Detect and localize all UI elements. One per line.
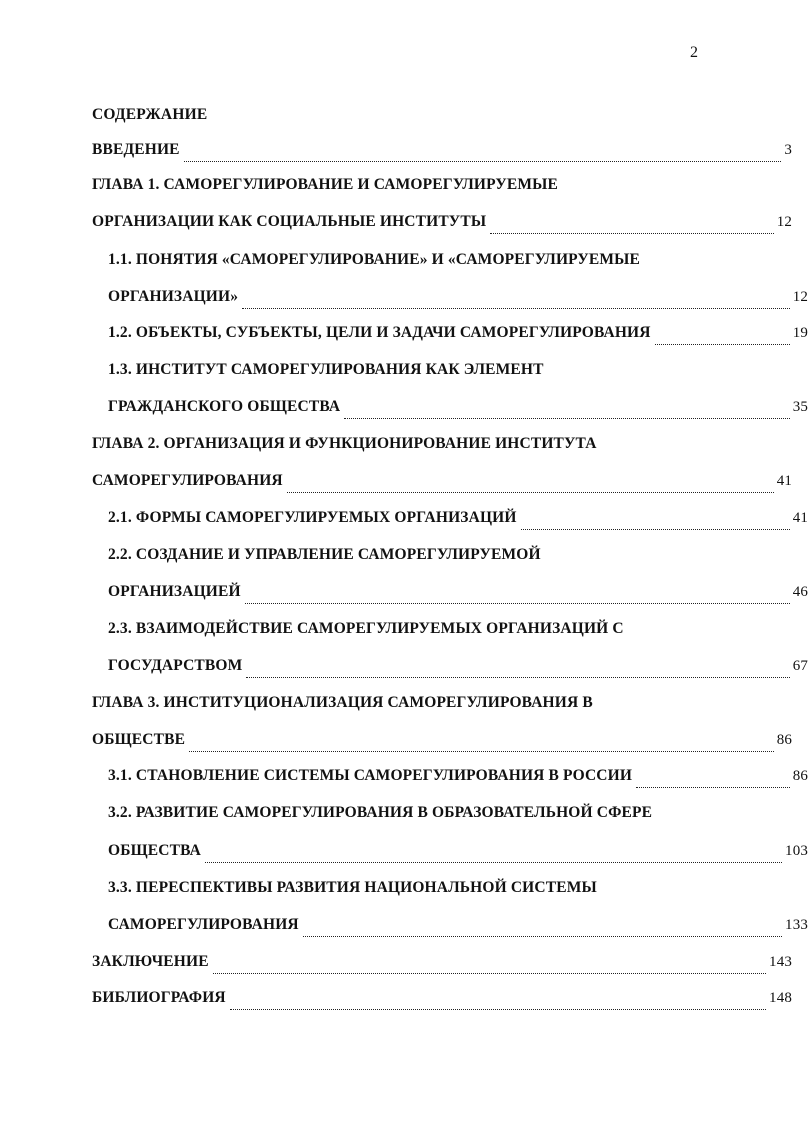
toc-entry-1-1-cont[interactable] (0, 288, 808, 312)
toc-entry-text: ГРАЖДАНСКОГО ОБЩЕСТВА (108, 398, 341, 415)
dot-leader (490, 232, 774, 234)
dot-leader (636, 786, 790, 788)
toc-entry-text: 2.1. ФОРМЫ САМОРЕГУЛИРУЕМЫХ ОРГАНИЗАЦИЙ (108, 509, 517, 526)
toc-entry-2-2[interactable] (0, 546, 808, 570)
toc-entry-introduction[interactable] (0, 141, 792, 165)
toc-entry-chapter-1-cont[interactable] (0, 213, 792, 237)
dot-leader (213, 972, 766, 974)
toc-entry-1-3-cont[interactable] (0, 398, 808, 422)
toc-entry-page: 143 (769, 954, 792, 970)
toc-entry-3-2[interactable] (0, 804, 808, 828)
toc-entry-text: САМОРЕГУЛИРОВАНИЯ (92, 472, 283, 489)
toc-entry-text: ОРГАНИЗАЦИИ КАК СОЦИАЛЬНЫЕ ИНСТИТУТЫ (92, 213, 487, 230)
dot-leader (655, 343, 790, 345)
toc-entry-text: 3.3. ПЕРЕСПЕКТИВЫ РАЗВИТИЯ НАЦИОНАЛЬНОЙ СИСТЕМЫ (108, 879, 597, 896)
toc-entry-text: 1.3. ИНСТИТУТ САМОРЕГУЛИРОВАНИЯ КАК ЭЛЕМЕНТ (108, 361, 544, 378)
toc-entry-3-3[interactable] (0, 879, 808, 903)
toc-entry-text: ГЛАВА 2. ОРГАНИЗАЦИЯ И ФУНКЦИОНИРОВАНИЕ ИНСТИТУТА (92, 435, 597, 452)
toc-entry-chapter-2[interactable] (0, 435, 792, 459)
toc-entry-text: ГЛАВА 3. ИНСТИТУЦИОНАЛИЗАЦИЯ САМОРЕГУЛИРОВАНИЯ В (92, 694, 593, 711)
toc-entry-text: ОБЩЕСТВА (108, 842, 201, 859)
dot-leader (287, 491, 774, 493)
page-number: 2 (690, 44, 698, 61)
toc-entry-page: 148 (769, 990, 792, 1006)
toc-entry-page: 19 (792, 325, 808, 341)
dot-leader (245, 602, 790, 604)
dot-leader (205, 861, 782, 863)
toc-entry-page: 86 (776, 732, 792, 748)
toc-entry-text: ОБЩЕСТВЕ (92, 731, 186, 748)
toc-entry-chapter-2-cont[interactable] (0, 472, 792, 496)
toc-entry-bibliography[interactable] (0, 989, 792, 1013)
toc-entry-text: ГЛАВА 1. САМОРЕГУЛИРОВАНИЕ И САМОРЕГУЛИРУЕМЫЕ (92, 176, 558, 193)
toc-entry-text: ОРГАНИЗАЦИЕЙ (108, 583, 241, 600)
toc-entry-2-1[interactable] (0, 509, 808, 533)
toc-entry-text: ЗАКЛЮЧЕНИЕ (92, 953, 209, 970)
toc-entry-text: САМОРЕГУЛИРОВАНИЯ (108, 916, 299, 933)
toc-entry-text: ВВЕДЕНИЕ (92, 141, 180, 158)
toc-entry-text: 3.2. РАЗВИТИЕ САМОРЕГУЛИРОВАНИЯ В ОБРАЗОВАТЕЛЬНОЙ СФЕРЕ (108, 804, 653, 821)
toc-entry-chapter-1[interactable] (0, 176, 792, 200)
toc-entry-1-2[interactable] (0, 324, 808, 348)
toc-entry-chapter-3[interactable] (0, 694, 792, 718)
dot-leader (230, 1008, 766, 1010)
toc-entry-3-3-cont[interactable] (0, 916, 808, 940)
toc-entry-page: 67 (792, 658, 808, 674)
dot-leader (303, 935, 782, 937)
toc-entry-text: 2.2. СОЗДАНИЕ И УПРАВЛЕНИЕ САМОРЕГУЛИРУЕМОЙ (108, 546, 541, 563)
toc-entry-2-3[interactable] (0, 620, 808, 644)
toc-entry-page: 3 (784, 142, 792, 158)
toc-entry-page: 12 (792, 289, 808, 305)
toc-entry-page: 86 (792, 768, 808, 784)
toc-entry-3-1[interactable] (0, 767, 808, 791)
toc-entry-text: 1.1. ПОНЯТИЯ «САМОРЕГУЛИРОВАНИЕ» И «САМОРЕГУЛИРУЕМЫЕ (108, 251, 641, 268)
toc-entry-text: ГОСУДАРСТВОМ (108, 657, 243, 674)
toc-entry-page: 133 (785, 917, 808, 933)
toc-entry-text: ОРГАНИЗАЦИИ» (108, 288, 239, 305)
toc-entry-page: 35 (792, 399, 808, 415)
toc-title: СОДЕРЖАНИЕ (92, 106, 208, 123)
toc-entry-page: 41 (792, 510, 808, 526)
toc-entry-text: 3.1. СТАНОВЛЕНИЕ СИСТЕМЫ САМОРЕГУЛИРОВАНИЯ В РОССИИ (108, 767, 633, 784)
toc-entry-1-1[interactable] (0, 251, 808, 275)
toc-entry-2-3-cont[interactable] (0, 657, 808, 681)
toc-entry-3-2-cont[interactable] (0, 842, 808, 866)
dot-leader (242, 307, 790, 309)
toc-entry-2-2-cont[interactable] (0, 583, 808, 607)
dot-leader (246, 676, 789, 678)
toc-entry-1-3[interactable] (0, 361, 808, 385)
toc-entry-text: 1.2. ОБЪЕКТЫ, СУБЪЕКТЫ, ЦЕЛИ И ЗАДАЧИ САМОРЕГУЛИРОВАНИЯ (108, 324, 651, 341)
dot-leader (344, 417, 789, 419)
toc-entry-chapter-3-cont[interactable] (0, 731, 792, 755)
toc-entry-page: 12 (776, 214, 792, 230)
dot-leader (184, 160, 782, 162)
toc-entry-page: 103 (785, 843, 808, 859)
toc-entry-page: 41 (776, 473, 792, 489)
toc-entry-text: БИБЛИОГРАФИЯ (92, 989, 226, 1006)
toc-entry-page: 46 (792, 584, 808, 600)
toc-entry-text: 2.3. ВЗАИМОДЕЙСТВИЕ САМОРЕГУЛИРУЕМЫХ ОРГАНИЗАЦИЙ С (108, 620, 624, 637)
dot-leader (521, 528, 790, 530)
dot-leader (189, 750, 774, 752)
toc-entry-conclusion[interactable] (0, 953, 792, 977)
